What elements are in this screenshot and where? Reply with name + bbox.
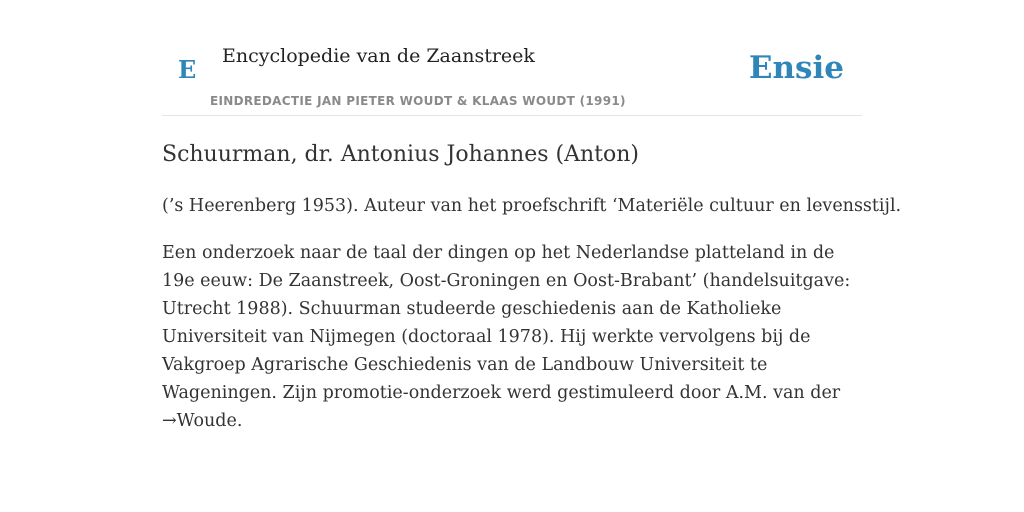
woude-cross-reference-link[interactable]: →Woude bbox=[162, 411, 237, 431]
entry-paragraph-2-end: . bbox=[236, 411, 243, 431]
encyclopedia-title-link[interactable]: Encyclopedie van de Zaanstreek bbox=[222, 45, 535, 67]
encyclopedia-logo[interactable]: E bbox=[178, 55, 197, 84]
entry-paragraph-1: (’s Heerenberg 1953). Auteur van het proefschrift ‘Materiële cultuur en levensstijl. bbox=[162, 196, 902, 216]
entry-title: Schuurman, dr. Antonius Johannes (Anton) bbox=[162, 142, 639, 167]
editors-credit: EINDREDACTIE JAN PIETER WOUDT & KLAAS WOUDT (1991) bbox=[210, 94, 626, 108]
entry-paragraph-2 bbox=[162, 239, 862, 435]
ensie-logo[interactable]: Ensie bbox=[748, 50, 844, 86]
entry-article bbox=[162, 138, 902, 454]
entry-paragraph-2-text: Een onderzoek naar de taal der dingen op het Nederlandse platteland in de 19e eeuw: De Zaanstreek, Oost-Groningen en Oost-Brabant’ (handelsuitgave: Utrecht 1988). Schuurman studeerde geschiedenis aan de Katholieke Universiteit van Nijmegen (doctoraal 1978). Hij werkte vervolgens bij de Vakgroep Agrarische Geschiedenis van de Landbouw Universiteit te Wageningen. Zijn promotie-onderzoek werd gestimuleerd door A.M. van der bbox=[162, 243, 851, 403]
site-header bbox=[162, 40, 862, 116]
